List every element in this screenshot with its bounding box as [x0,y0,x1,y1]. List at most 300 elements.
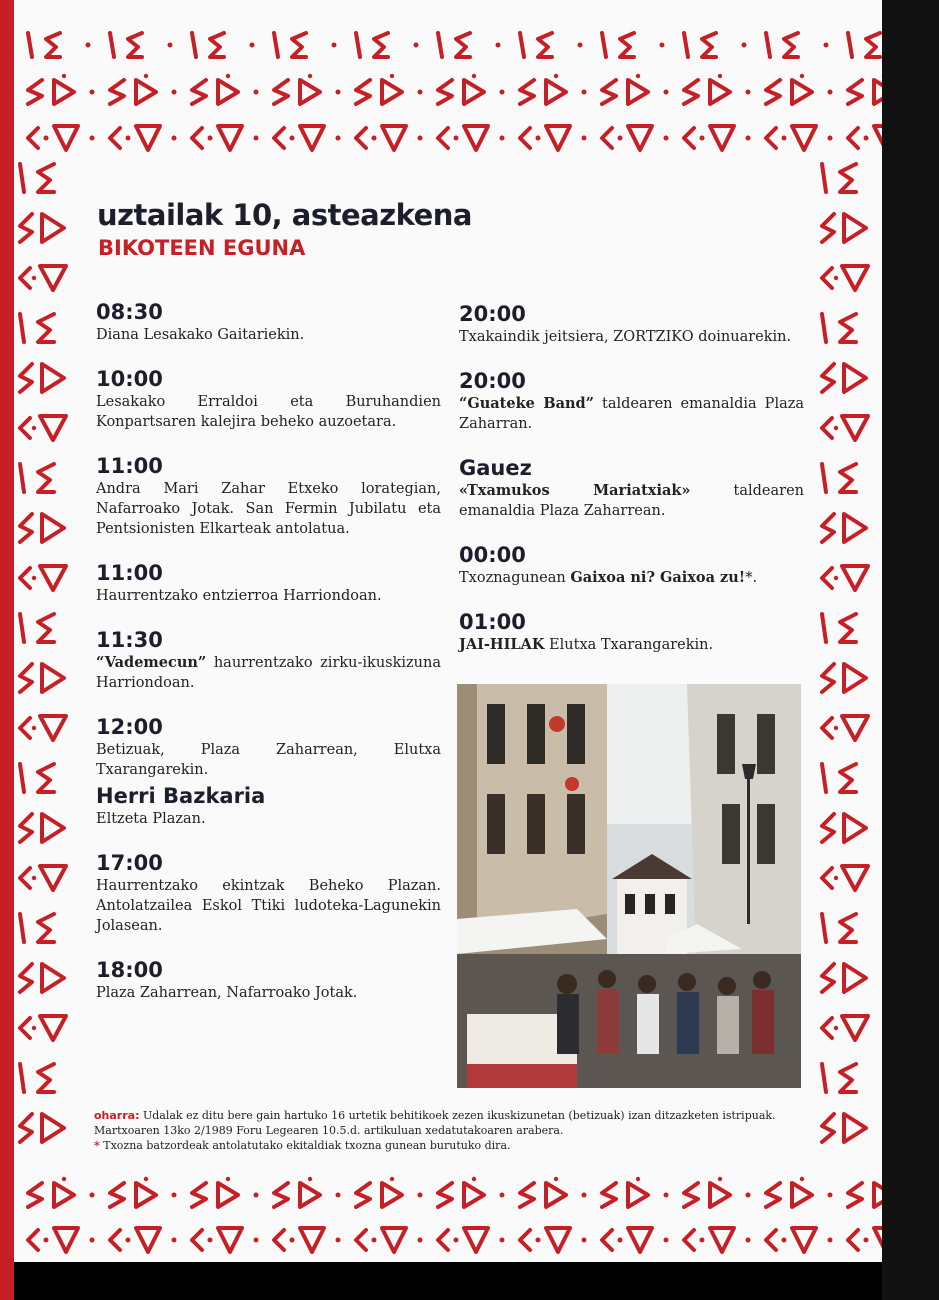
entry-description [459,394,804,434]
border-ornament [874,80,882,104]
entry-time: Gauez [459,456,532,480]
border-ornament [782,1238,787,1243]
border-ornament [414,43,419,48]
entry-desc-text: Elutxa Txarangarekin. [544,637,714,653]
entry-desc-text: Haurrentzako entzierroa Harriondoan. [96,588,382,604]
schedule-entry [96,628,441,693]
border-ornament [336,90,341,95]
border-ornament [746,1238,751,1243]
border-ornament [822,464,826,492]
schedule-entry [96,958,441,1003]
border-ornament [210,33,224,57]
border-ornament [840,764,856,792]
border-ornament [844,664,866,692]
border-ornament [20,514,32,542]
border-ornament [792,126,816,150]
border-ornament [438,128,448,148]
border-ornament [848,1183,862,1207]
schedule-entry [459,456,804,521]
border-ornament [842,416,868,440]
entry-time: 17:00 [96,851,163,875]
border-ornament [822,418,832,438]
border-ornament [718,74,722,78]
border-ornament [20,914,24,942]
entry-time: 11:00 [96,561,163,585]
border-ornament [822,268,832,288]
border-ornament [746,136,751,141]
street-festival-photo [457,684,801,1088]
border-ornament [332,43,337,48]
left-red-edge [0,0,14,1300]
note-asterisk: * [94,1139,100,1152]
border-ornament [144,74,148,78]
border-ornament [620,33,634,57]
border-ornament [834,576,838,580]
border-ornament [192,80,206,104]
border-ornament [822,364,834,392]
border-ornament [274,1230,284,1250]
border-ornament [660,43,665,48]
border-ornament [192,128,202,148]
border-ornament [32,276,36,280]
border-ornament [168,43,173,48]
entry-highlight: JAI-HILAK [459,636,545,653]
border-ornament [438,1183,452,1207]
entry-time: 11:30 [96,628,163,652]
border-ornament [356,80,370,104]
border-ornament [54,126,78,150]
border-ornament [42,514,64,542]
border-ornament [42,664,64,692]
entry-desc-text: Lesakako Erraldoi eta Buruhandien Konpartsaren kalejira beheko auzoetara. [96,394,441,430]
border-ornament [710,1183,730,1207]
entry-description [459,327,804,347]
border-ornament [40,866,66,890]
border-ornament [126,1238,131,1243]
border-ornament [20,418,30,438]
schedule-entry [459,610,804,655]
border-ornament [700,1238,705,1243]
schedule-entry [459,369,804,434]
right-dark-edge [882,0,939,1300]
border-ornament [136,1183,156,1207]
border-ornament [842,716,868,740]
border-ornament [192,1230,202,1250]
border-ornament [90,1193,95,1198]
border-ornament [842,866,868,890]
entry-time: 11:00 [96,454,163,478]
entry-desc-text: taldearen emanaldia Plaza Zaharran. [459,396,805,432]
border-ornament [20,568,30,588]
border-ornament [290,1238,295,1243]
border-ornament [684,33,688,57]
border-ornament [382,1228,406,1252]
border-ornament [840,314,856,342]
border-ornament [38,314,54,342]
border-ornament [496,43,501,48]
border-ornament [636,1177,640,1181]
border-ornament [472,1177,476,1181]
border-ornament [110,128,120,148]
border-ornament [172,1193,177,1198]
border-ornament [520,128,530,148]
border-ornament [546,1183,566,1207]
border-ornament [822,664,834,692]
border-ornament [840,914,856,942]
border-ornament [766,1230,776,1250]
entry-time: 08:30 [96,300,163,324]
border-ornament [746,1193,751,1198]
border-ornament [250,43,255,48]
border-ornament [874,1228,882,1252]
entry-time: 12:00 [96,715,163,739]
border-ornament [822,514,834,542]
border-ornament [28,1230,38,1250]
border-ornament [848,33,852,57]
border-ornament [390,1177,394,1181]
border-ornament [20,164,24,192]
border-ornament [578,43,583,48]
border-ornament [864,136,869,141]
border-ornament [20,364,32,392]
entry-highlight: “Vademecun” [96,654,207,671]
border-ornament [520,80,534,104]
border-ornament [602,128,612,148]
schedule-entry [96,851,441,936]
border-ornament [464,1228,488,1252]
border-ornament [874,1183,882,1207]
border-ornament [828,90,833,95]
border-ornament [718,1177,722,1181]
entry-desc-text: Diana Lesakako Gaitariekin. [96,327,305,343]
border-ornament [602,1183,616,1207]
border-ornament [28,1183,42,1207]
border-ornament [834,276,838,280]
border-ornament [274,80,288,104]
border-ornament [20,1018,30,1038]
border-ornament [208,1238,213,1243]
border-ornament [300,126,324,150]
border-ornament [172,90,177,95]
border-ornament [784,33,798,57]
entry-description [96,325,441,345]
border-ornament [218,1183,238,1207]
border-ornament [664,1238,669,1243]
entry-description [96,479,441,539]
entry-subdescription: Eltzeta Plazan. [96,811,206,827]
schedule-entry [96,561,441,606]
border-ornament [848,1230,858,1250]
border-ornament [40,416,66,440]
border-ornament [274,1183,288,1207]
border-ornament [844,814,866,842]
schedule-entry [96,715,441,829]
border-ornament [822,164,826,192]
border-ornament [834,1026,838,1030]
border-ornament [866,33,880,57]
border-ornament [20,1114,32,1142]
border-ornament [32,576,36,580]
border-ornament [834,876,838,880]
entry-description [96,653,441,693]
border-ornament [226,1177,230,1181]
entry-description [459,481,804,521]
entry-highlight: Gaixoa ni? Gaixoa zu! [570,569,746,586]
border-ornament [38,614,54,642]
border-ornament [382,126,406,150]
border-ornament [42,1114,64,1142]
border-ornament [42,964,64,992]
entry-time: 20:00 [459,302,526,326]
entry-time: 01:00 [459,610,526,634]
border-ornament [44,1238,49,1243]
border-ornament [844,1114,866,1142]
border-ornament [356,1183,370,1207]
border-ornament [538,33,552,57]
footnote [94,1108,794,1153]
border-ornament [742,43,747,48]
border-ornament [554,1177,558,1181]
border-ornament [746,90,751,95]
border-ornament [136,126,160,150]
border-ornament [822,568,832,588]
border-ornament [792,80,812,104]
border-ornament [684,1230,694,1250]
border-ornament [42,814,64,842]
border-ornament [842,266,868,290]
border-ornament [54,1228,78,1252]
border-ornament [42,364,64,392]
border-ornament [822,814,834,842]
border-ornament [254,136,259,141]
border-ornament [90,136,95,141]
border-ornament [32,426,36,430]
border-ornament [800,74,804,78]
border-ornament [38,164,54,192]
border-ornament [438,1230,448,1250]
border-ornament [602,33,606,57]
border-ornament [372,136,377,141]
border-ornament [582,90,587,95]
border-ornament [822,964,834,992]
border-ornament [628,1183,648,1207]
border-ornament [336,1193,341,1198]
border-ornament [136,80,156,104]
entry-desc-text: Haurrentzako ekintzak Beheko Plazan. Antolatzailea Eskol Ttiki ludoteka-Lagunekin Jolasean. [96,878,441,934]
border-ornament [356,1230,366,1250]
entry-description [96,586,441,606]
border-ornament [128,33,142,57]
border-ornament [766,1183,780,1207]
border-ornament [28,80,42,104]
border-ornament [62,1177,66,1181]
border-ornament [500,1193,505,1198]
border-ornament [274,33,278,57]
border-ornament [822,718,832,738]
border-ornament [136,1228,160,1252]
border-ornament [38,1064,54,1092]
border-ornament [40,1016,66,1040]
border-ornament [40,716,66,740]
border-ornament [20,718,30,738]
border-ornament [766,80,780,104]
border-ornament [546,126,570,150]
entry-subheading: Herri Bazkaria [96,784,266,808]
border-ornament [32,876,36,880]
border-ornament [38,914,54,942]
border-ornament [800,1177,804,1181]
border-ornament [464,1183,484,1207]
border-ornament [382,1183,402,1207]
border-ornament [618,136,623,141]
border-ornament [464,126,488,150]
entry-description [459,568,804,588]
border-ornament [554,74,558,78]
border-ornament [20,964,32,992]
border-ornament [500,1238,505,1243]
border-ornament [828,1238,833,1243]
border-ornament [840,1064,856,1092]
page-title: uztailak 10, asteazkena [97,198,472,232]
border-ornament [840,614,856,642]
border-ornament [848,80,862,104]
border-ornament [454,136,459,141]
border-ornament [300,1183,320,1207]
border-ornament [520,1183,534,1207]
border-ornament [822,214,834,242]
border-ornament [664,136,669,141]
entry-desc-text: taldearen emanaldia Plaza Zaharrean. [459,483,805,519]
border-ornament [218,126,242,150]
border-ornament [44,136,49,141]
border-ornament [822,914,826,942]
border-ornament [464,80,484,104]
border-ornament [822,1064,826,1092]
border-ornament [438,33,442,57]
border-ornament [664,90,669,95]
border-ornament [536,136,541,141]
border-ornament [840,164,856,192]
border-ornament [172,1238,177,1243]
border-ornament [828,1193,833,1198]
entry-description [459,635,804,655]
border-ornament [172,136,177,141]
border-ornament [710,1228,734,1252]
border-ornament [42,214,64,242]
border-ornament [844,364,866,392]
border-ornament [822,868,832,888]
border-ornament [454,1238,459,1243]
border-ornament [28,33,32,57]
schedule-right-column [459,302,804,677]
border-ornament [844,214,866,242]
entry-description [96,392,441,432]
border-ornament [824,43,829,48]
border-ornament [20,1064,24,1092]
note-label: oharra: [94,1109,140,1122]
border-ornament [62,74,66,78]
border-ornament [126,136,131,141]
entry-highlight: «Txamukos Mariatxiak» [459,482,691,499]
border-ornament [218,1228,242,1252]
border-ornament [20,664,32,692]
border-ornament [664,1193,669,1198]
border-ornament [308,74,312,78]
border-ornament [300,80,320,104]
border-ornament [546,1228,570,1252]
border-ornament [110,1230,120,1250]
border-ornament [40,566,66,590]
border-ornament [254,1193,259,1198]
border-ornament [20,314,24,342]
border-ornament [822,314,826,342]
border-ornament [766,128,776,148]
border-ornament [336,136,341,141]
border-ornament [842,566,868,590]
entry-time: 00:00 [459,543,526,567]
border-ornament [822,764,826,792]
border-ornament [582,1238,587,1243]
border-ornament [842,1016,868,1040]
border-ornament [20,614,24,642]
entry-time: 20:00 [459,369,526,393]
border-ornament [782,136,787,141]
border-ornament [520,33,524,57]
entry-description [96,876,441,936]
border-ornament [336,1238,341,1243]
border-ornament [684,128,694,148]
border-ornament [456,33,470,57]
border-ornament [218,80,238,104]
border-ornament [602,80,616,104]
border-ornament [628,80,648,104]
border-ornament [32,726,36,730]
border-ornament [418,136,423,141]
border-ornament [20,214,32,242]
border-ornament [844,514,866,542]
note-asterisk-text: Txozna batzordeak antolatutako ekitaldiak txozna gunean burutuko dira. [99,1139,511,1152]
border-ornament [110,80,124,104]
border-ornament [308,1177,312,1181]
border-ornament [418,1193,423,1198]
border-ornament [32,1026,36,1030]
border-ornament [684,80,698,104]
border-ornament [110,33,114,57]
border-ornament [822,1114,834,1142]
border-ornament [500,90,505,95]
border-ornament [86,43,91,48]
border-ornament [546,80,566,104]
entry-desc-text: haurrentzako zirku-ikuskizuna Harriondoan. [96,655,441,691]
border-ornament [582,136,587,141]
border-ornament [90,90,95,95]
border-ornament [874,126,882,150]
border-ornament [628,1228,652,1252]
border-ornament [290,136,295,141]
entry-time: 10:00 [96,367,163,391]
schedule-entry [96,454,441,539]
schedule-entry [96,367,441,432]
border-ornament [390,74,394,78]
border-ornament [38,764,54,792]
border-ornament [844,964,866,992]
border-ornament [684,1183,698,1207]
schedule-entry [96,300,441,345]
border-ornament [300,1228,324,1252]
border-ornament [46,33,60,57]
border-ornament [54,1183,74,1207]
border-ornament [822,614,826,642]
